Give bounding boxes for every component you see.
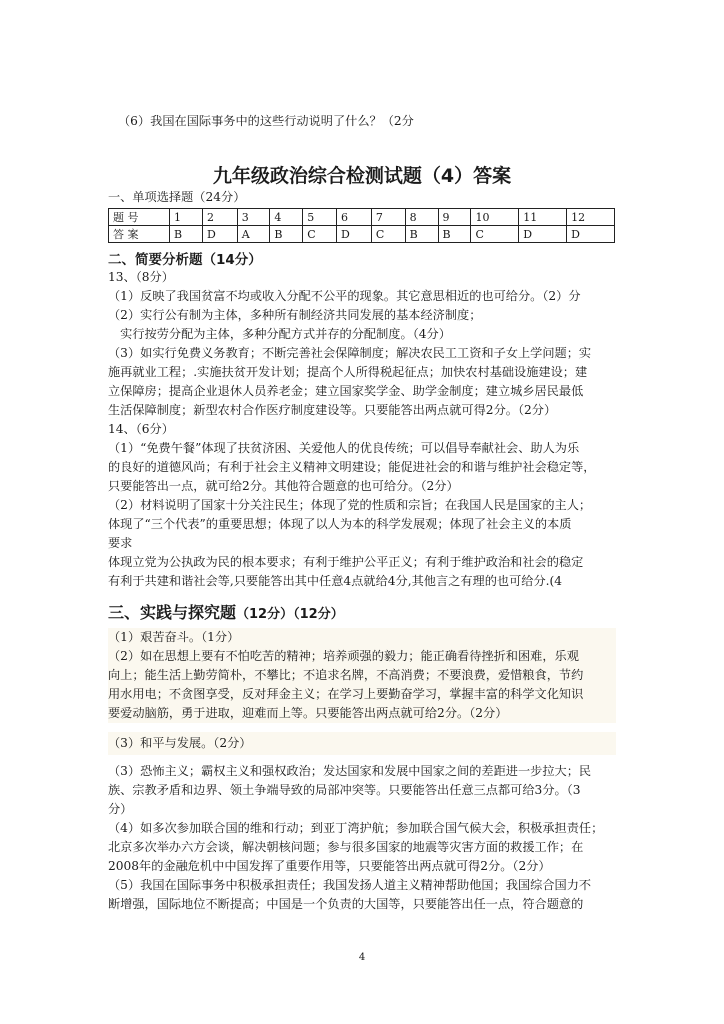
top-question: （6）我国在国际事务中的这些行动说明了什么？（2分 [118,114,414,128]
table-cell: 1 [170,209,203,226]
section3-heading-score: （12分）（12分） [236,607,344,622]
text-line: 体现了“三个代表”的重要思想；体现了以人为本的科学发展观；体现了社会主义的本质 [108,517,572,531]
text-line: 族、宗教矛盾和边界、领土争端导致的局部冲突等。只要能答出任意三点都可给3分。（3 [108,783,581,797]
text-line: 断增强，国际地位不断提高；中国是一个负责的大国等，只要能答出任一点，符合题意的 [108,897,584,911]
table-cell: 12 [567,209,615,226]
text-line: （2）材料说明了国家十分关注民生；体现了党的性质和宗旨；在我国人民是国家的主人； [108,498,592,512]
text-line: 只要能答出一点，就可给2分。其他符合题意的也可给分。（2分） [108,479,459,493]
text-line: 要爱动脑筋，勇于进取，迎难而上等。只要能答出两点就可给2分。（2分） [108,706,508,720]
text-line: 的良好的道德风尚；有利于社会主义精神文明建设；能促进社会的和谐与维护社会稳定等， [108,460,596,474]
table-cell: B [405,226,438,243]
text-line: 要求 [108,536,133,550]
text-line: （1）反映了我国贫富不均或收入分配不公平的现象。其它意思相近的也可给分。（2）分 [108,289,581,303]
text-line: 有利于共建和谐社会等,只要能答出其中任意4点就给4分,其他言之有理的也可给分.(4 [108,574,563,588]
text-line: 向上；能生活上勤劳简朴，不攀比；不追求名牌，不高消费；不要浪费，爱惜粮食，节约 [108,668,584,682]
section2-heading: 二、简要分析题（14分） [108,252,262,268]
text-line: 施再就业工程；.实施扶贫开发计划；提高个人所得税起征点；加快农村基础设施建设；建 [108,365,588,379]
text-line: 用水用电；不贪图享受，反对拜金主义；在学习上要勤奋学习，掌握丰富的科学文化知识 [108,687,584,701]
text-line: （3）如实行免费义务教育；不断完善社会保障制度；解决农民工工资和子女上学问题；实 [108,346,592,360]
section2-body [108,268,596,591]
text-line: （1）艰苦奋斗。（1分） [108,630,240,644]
text-line: 实行按劳分配为主体，多种分配方式并存的分配制度。（4分） [108,327,451,341]
table-cell: D [519,226,567,243]
table-cell: C [303,226,337,243]
text-line: 体现立党为公执政为民的根本要求；有利于维护公平正义；有利于维护政治和社会的稳定 [108,555,584,569]
table-cell: D [337,226,372,243]
text-line: （1）“免费午餐”体现了扶贫济困、关爱他人的优良传统；可以倡导奉献社会、助人为乐 [108,441,580,455]
table-cell: 11 [519,209,567,226]
table-cell: 4 [270,209,303,226]
text-line: （2）实行公有制为主体，多种所有制经济共同发展的基本经济制度； [108,308,482,322]
page-title: 九年级政治综合检测试题（4）答案 [212,165,512,187]
table-cell: 6 [337,209,372,226]
answer-block-2 [108,732,616,755]
text-line: 立保障房；提高企业退休人员养老金；建立国家奖学金、助学金制度；建立城乡居民最低 [108,384,584,398]
table-cell: A [237,226,270,243]
table-cell: B [438,226,471,243]
table-cell: C [471,226,519,243]
table-cell: 5 [303,209,337,226]
page-number: 4 [358,952,366,963]
text-line: 14、（6分） [108,422,174,436]
answer-block-1 [108,628,616,723]
text-line: 2008年的金融危机中中国发挥了重要作用等，只要能答出两点就可得2分。（2分） [108,859,551,873]
section3-heading-text: 三、实践与探究题 [108,603,237,622]
text-line: 北京多次举办六方会谈，解决朝核问题；参与很多国家的地震等灾害方面的救援工作；在 [108,840,584,854]
text-line: （2）如在思想上要有不怕吃苦的精神；培养顽强的毅力；能正确看待挫折和困难，乐观 [108,649,579,663]
table-header-answer: 答 案 [109,226,170,243]
table-cell: 9 [438,209,471,226]
table-cell: C [371,226,405,243]
section3-heading [108,600,344,623]
answer-table [108,208,615,243]
text-line: 分） [108,802,133,816]
table-cell: 2 [202,209,237,226]
section1-heading: 一、单项选择题（24分） [108,190,246,204]
table-cell: 7 [371,209,405,226]
table-row-answers [109,226,615,243]
table-cell: 3 [237,209,270,226]
answer-block-3 [108,762,603,914]
text-line: （5）我国在国际事务中积极承担责任；我国发扬人道主义精神帮助他国；我国综合国力不 [108,878,592,892]
text-line: （3）和平与发展。（2分） [108,736,252,750]
table-cell: D [567,226,615,243]
text-line: （4）如多次参加联合国的维和行动；到亚丁湾护航；参加联合国气候大会，积极承担责任； [108,821,604,835]
table-row-numbers [109,209,615,226]
text-line: 生活保障制度；新型农村合作医疗制度建设等。只要能答出两点就可得2分。（2分） [108,403,557,417]
table-header-number: 题 号 [109,209,170,226]
table-cell: B [170,226,203,243]
table-cell: B [270,226,303,243]
table-cell: 10 [471,209,519,226]
table-cell: D [202,226,237,243]
text-line: （3）恐怖主义；霸权主义和强权政治；发达国家和发展中国家之间的差距进一步拉大；民 [108,764,592,778]
text-line: 13、（8分） [108,270,174,284]
table-cell: 8 [405,209,438,226]
